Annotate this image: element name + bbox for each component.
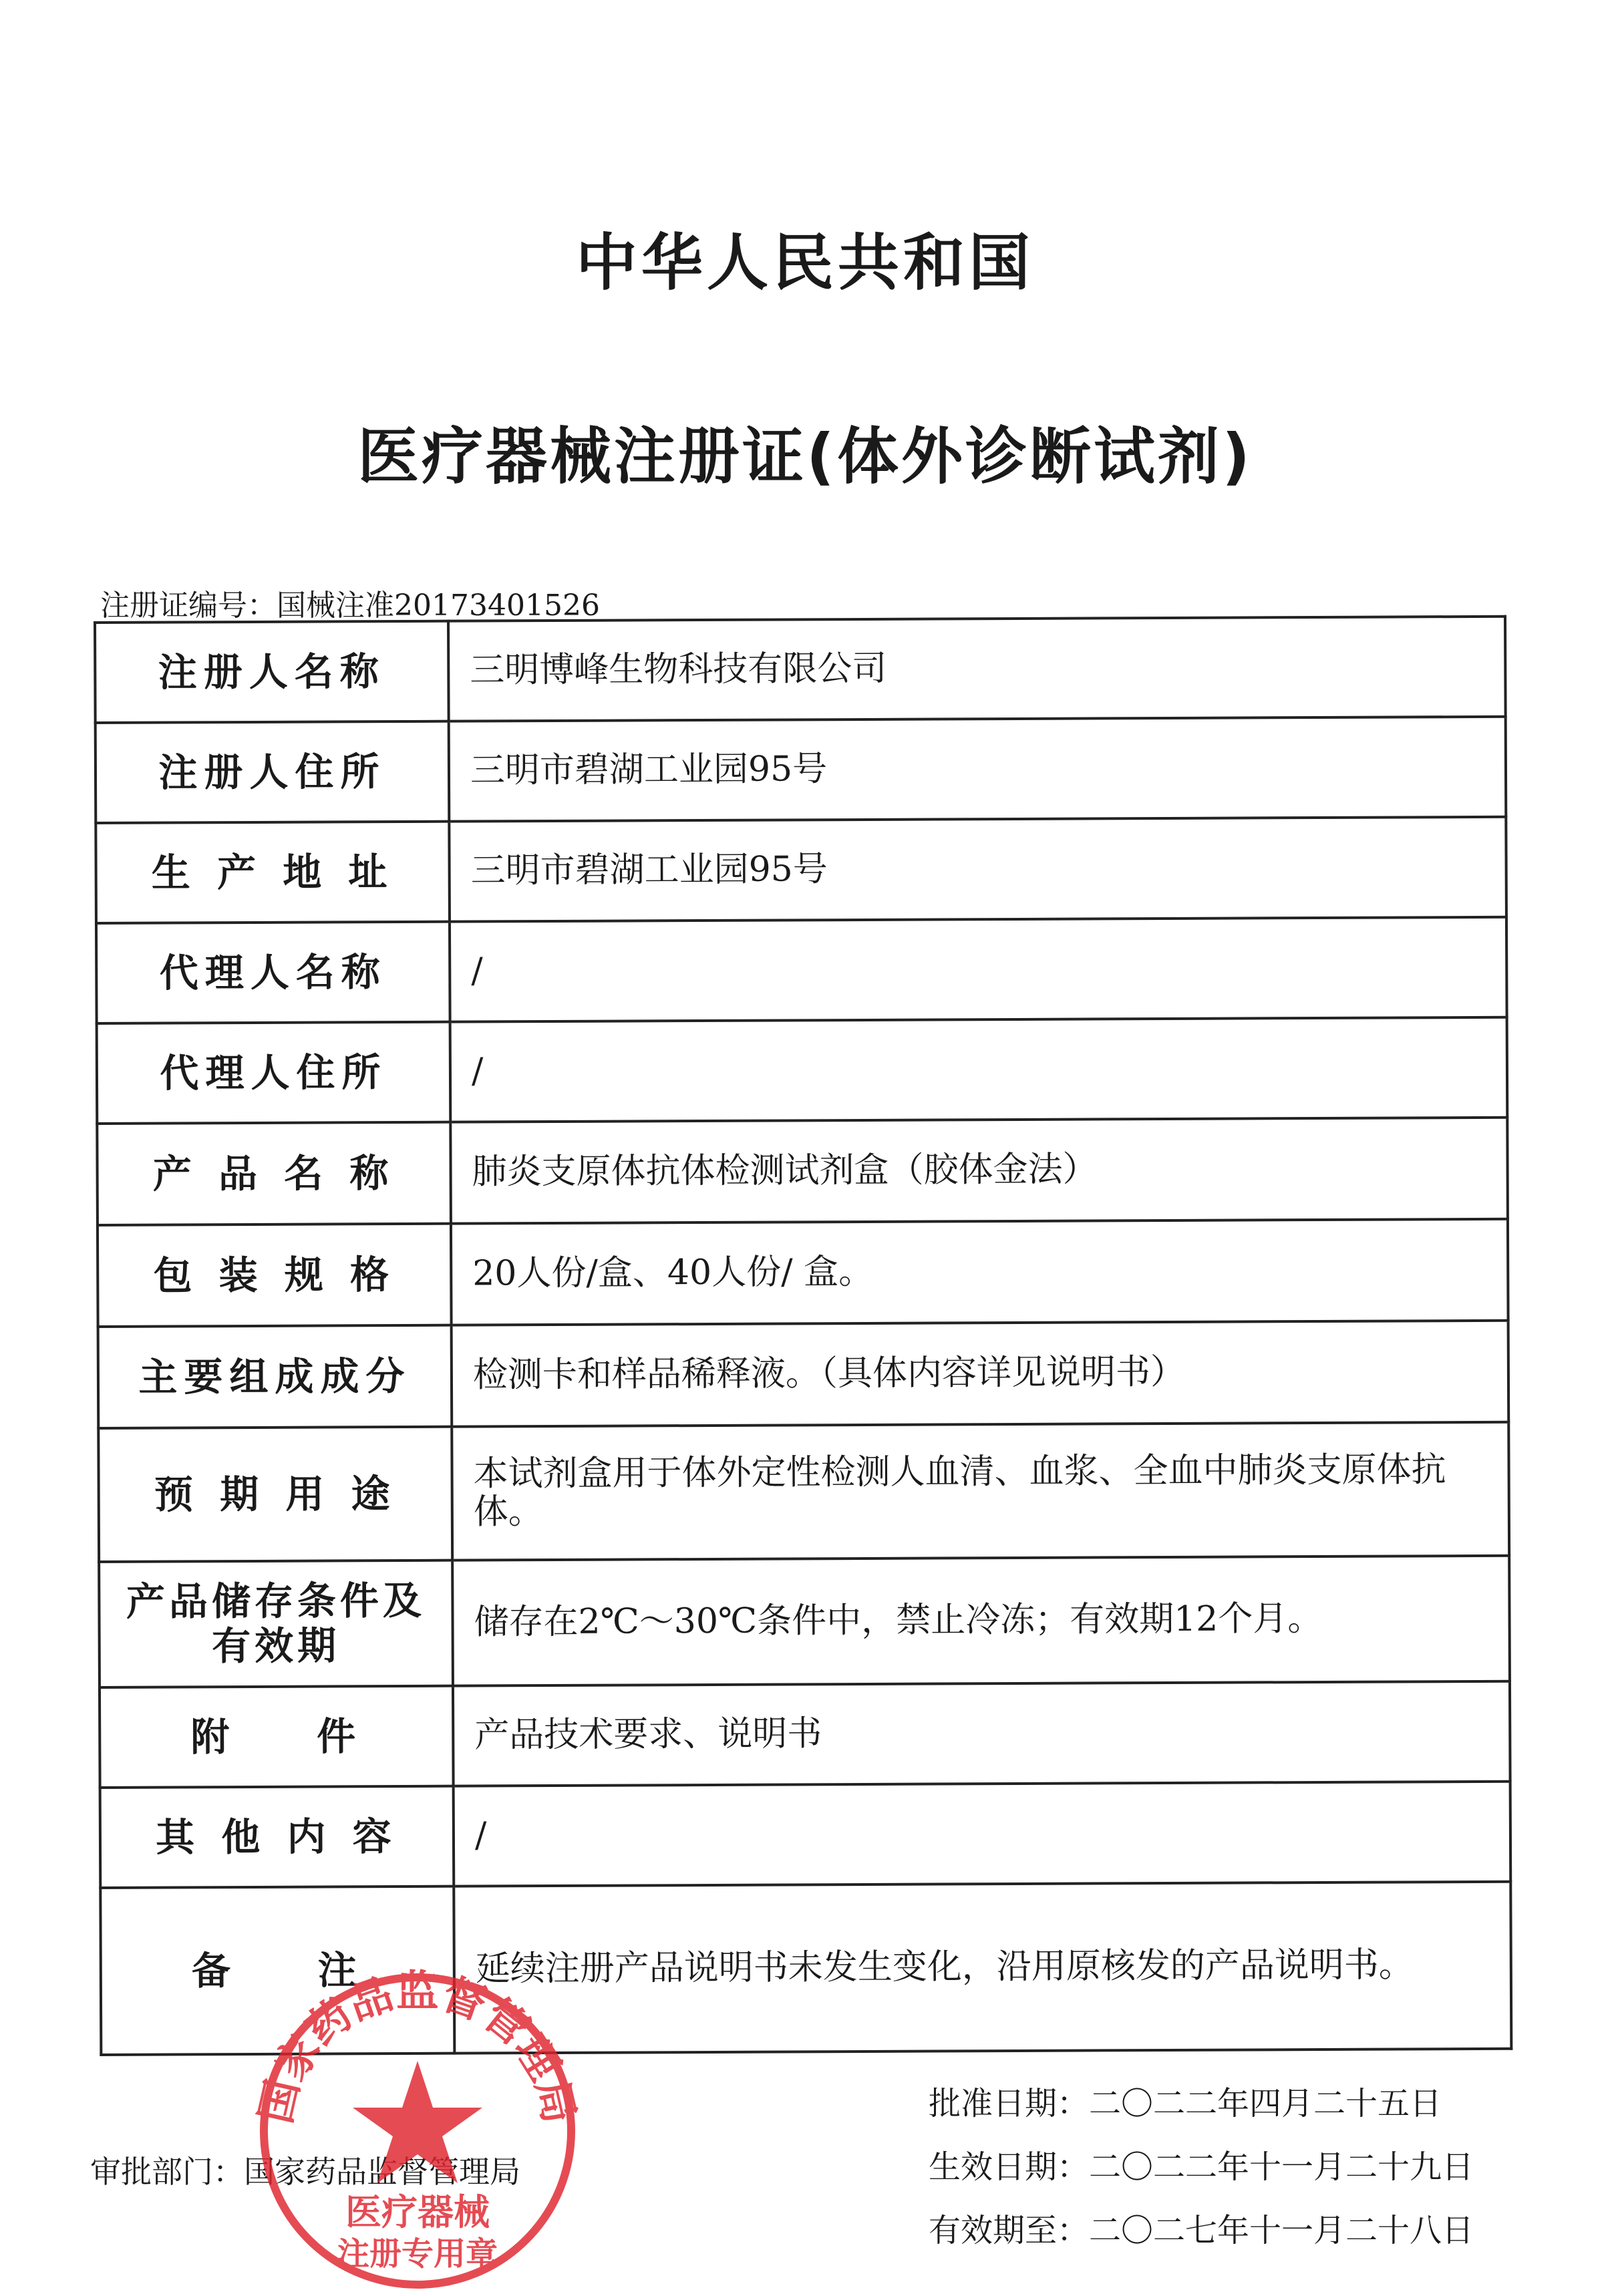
table-row bbox=[96, 717, 1506, 823]
row-label: 附 件 bbox=[100, 1686, 454, 1788]
row-label: 注册人名称 bbox=[95, 621, 449, 723]
official-seal bbox=[237, 1961, 598, 2295]
effective-date: 生效日期：二〇二二年十一月二十九日 bbox=[929, 2148, 1474, 2186]
row-value: / bbox=[450, 917, 1507, 1022]
row-value: 延续注册产品说明书未发生变化，沿用原核发的产品说明书。 bbox=[454, 1882, 1511, 2054]
seal-outer-text: 国家药品监督管理局 bbox=[251, 1967, 584, 2128]
row-label: 代理人住所 bbox=[97, 1022, 451, 1124]
row-label: 备 注 bbox=[100, 1887, 454, 2055]
approval-date: 批准日期：二〇二二年四月二十五日 bbox=[929, 2085, 1442, 2122]
table-row bbox=[95, 617, 1506, 723]
country-title: 中华人民共和国 bbox=[575, 227, 1034, 299]
row-label: 主要组成成分 bbox=[98, 1325, 452, 1428]
table-row bbox=[97, 1118, 1508, 1225]
row-value: 产品技术要求、说明书 bbox=[453, 1681, 1510, 1786]
table-row bbox=[98, 1422, 1509, 1562]
certificate-table bbox=[94, 615, 1512, 2056]
row-value: 储存在2℃～30℃条件中，禁止冷冻；有效期12个月。 bbox=[452, 1556, 1510, 1686]
row-label: 生 产 地 址 bbox=[96, 822, 450, 923]
row-value: / bbox=[450, 1017, 1508, 1122]
row-label: 其 他 内 容 bbox=[100, 1786, 454, 1888]
row-value: 20人份/盒、40人份/ 盒。 bbox=[451, 1219, 1508, 1325]
seal-inner-text-2: 注册专用章 bbox=[337, 2235, 498, 2273]
row-label: 包 装 规 格 bbox=[98, 1224, 452, 1327]
table-row bbox=[96, 917, 1507, 1023]
row-value: / bbox=[454, 1782, 1511, 1887]
row-value: 三明市碧湖工业园95号 bbox=[449, 817, 1506, 922]
table-row bbox=[99, 1556, 1510, 1687]
table-row bbox=[98, 1321, 1509, 1428]
expiry-date: 有效期至：二〇二七年十一月二十八日 bbox=[929, 2212, 1474, 2249]
registration-number: 注册证编号：国械注准20173401526 bbox=[100, 589, 600, 623]
star-icon bbox=[353, 2061, 482, 2183]
row-value: 肺炎支原体抗体检测试剂盒（胶体金法） bbox=[450, 1118, 1508, 1224]
row-value: 三明市碧湖工业园95号 bbox=[449, 717, 1506, 822]
certificate-title: 医疗器械注册证(体外诊断试剂) bbox=[357, 421, 1253, 492]
row-label: 注册人住所 bbox=[96, 721, 450, 823]
table-row bbox=[97, 1017, 1508, 1124]
seal-inner-text-1: 医疗器械 bbox=[345, 2191, 490, 2233]
approval-department: 审批部门：国家药品监督管理局 bbox=[90, 2154, 520, 2190]
table-row bbox=[96, 817, 1506, 923]
row-label: 代理人名称 bbox=[96, 922, 450, 1023]
table-row bbox=[98, 1219, 1508, 1327]
row-label: 产品储存条件及有效期 bbox=[99, 1561, 453, 1687]
row-value: 检测卡和样品稀释液。（具体内容详见说明书） bbox=[452, 1321, 1509, 1427]
table-row bbox=[100, 1681, 1510, 1788]
row-value: 三明博峰生物科技有限公司 bbox=[448, 617, 1506, 721]
table-row bbox=[100, 1782, 1511, 1888]
row-label: 预 期 用 途 bbox=[98, 1427, 452, 1562]
row-value: 本试剂盒用于体外定性检测人血清、血浆、全血中肺炎支原体抗体。 bbox=[452, 1422, 1509, 1561]
row-label: 产 品 名 称 bbox=[97, 1122, 451, 1225]
